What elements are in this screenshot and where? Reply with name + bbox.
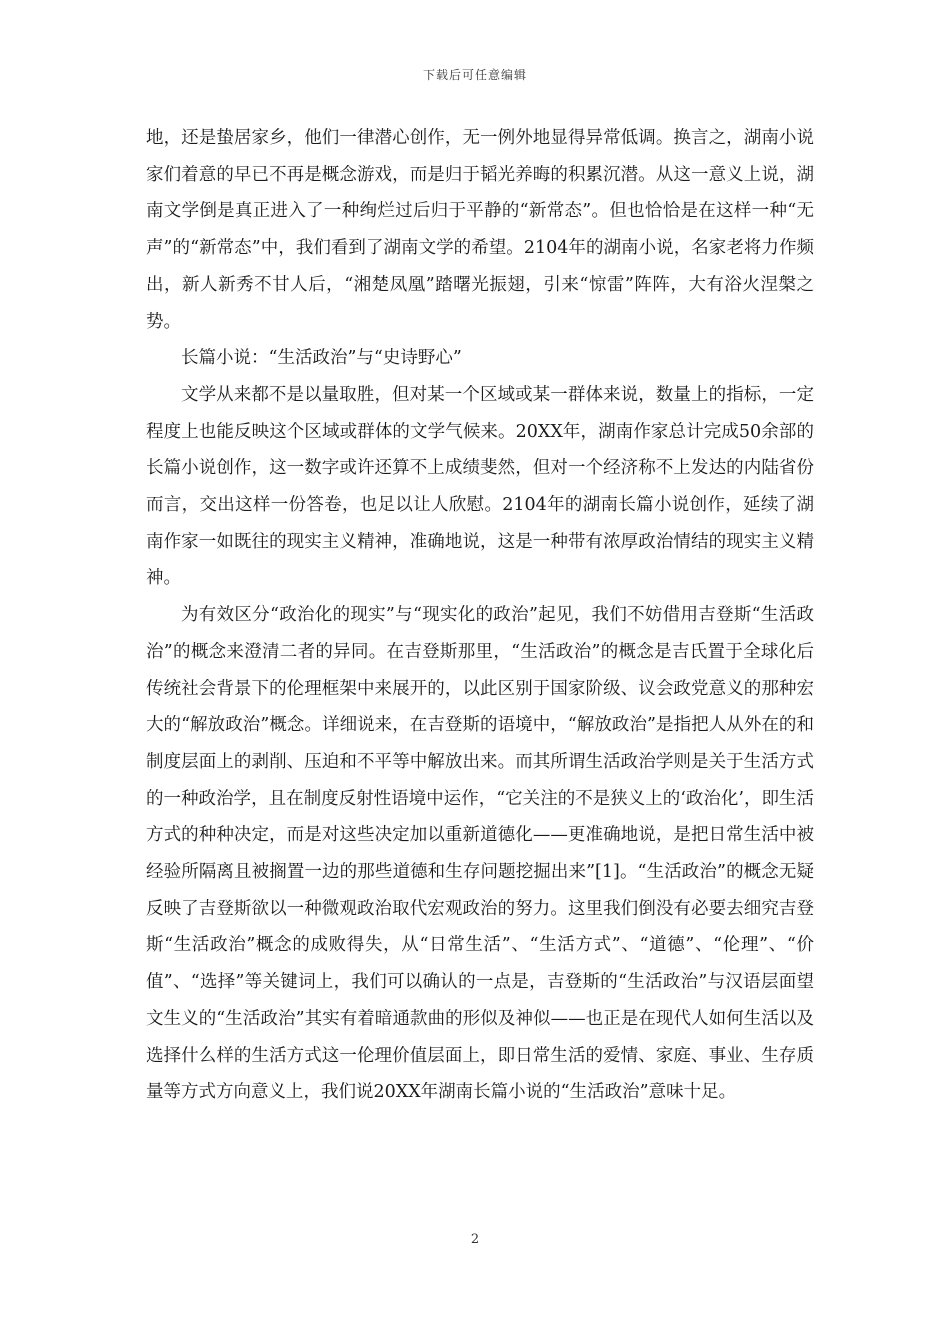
page-header: 下载后可任意编辑: [422, 68, 527, 82]
paragraph: 文学从来都不是以量取胜，但对某一个区域或某一群体来说，数量上的指标，一定程度上也能反映这个区域或群体的文学气候来。20XX年，湖南作家总计完成50余部的长篇小说创作，这一数字或许还算不上成绩斐然，但对一个经济称不上发达的内陆省份而言，交出这样一份答卷，也足以让人欣慰。2104年的湖南长篇小说创作，延续了湖南作家一如既往的现实主义精神，准确地说，这是一种带有浓厚政治情结的现实主义精神。: [146, 384, 814, 589]
section-heading: 长篇小说：“生活政治”与“史诗野心”: [181, 348, 462, 369]
paragraph: 为有效区分“政治化的现实”与“现实化的政治”起见，我们不妨借用吉登斯“生活政治”的概念来澄清二者的异同。在吉登斯那里，“生活政治”的概念是吉氏置于全球化后传统社会背景下的伦理框架中来展开的，以此区别于国家阶级、议会政党意义的那种宏大的“解放政治”概念。详细说来，在吉登斯的语境中，“解放政治”是指把人从外在的和制度层面上的剥削、压迫和不平等中解放出来。而其所谓生活政治学则是关于生活方式的一种政治学，且在制度反射性语境中运作，“它关注的不是狭义上的‘政治化’，即生活方式的种种决定，而是对这些决定加以重新道德化——更准确地说，是把日常生活中被经验所隔离且被搁置一边的那些道德和生存问题挖掘出来”[1]。“生活政治”的概念无疑反映了吉登斯欲以一种微观政治取代宏观政治的努力。这里我们倒没有必要去细究吉登斯“生活政治”概念的成败得失，从“日常生活”、“生活方式”、“道德”、“伦理”、“价值”、“选择”等关键词上，我们可以确认的一点是，吉登斯的“生活政治”与汉语层面望文生义的“生活政治”其实有着暗通款曲的形似及神似——也正是在现代人如何生活以及选择什么样的生活方式这一伦理价值层面上，即日常生活的爱情、家庭、事业、生存质量等方式方向意义上，我们说20XX年湖南长篇小说的“生活政治”意味十足。: [146, 605, 814, 1103]
page-number: 2: [470, 1232, 480, 1247]
paragraph-continuation: 地，还是蛰居家乡，他们一律潜心创作，无一例外地显得异常低调。换言之，湖南小说家们着意的早已不再是概念游戏，而是归于韬光养晦的积累沉潜。从这一意义上说，湖南文学倒是真正进入了一种绚烂过后归于平静的“新常态”。但也恰恰是在这样一种“无声”的“新常态”中，我们看到了湖南文学的希望。2104年的湖南小说，名家老将力作频出，新人新秀不甘人后，“湘楚凤凰”踏曙光振翅，引来“惊雷”阵阵，大有浴火涅槃之势。: [146, 128, 814, 332]
document-body: [146, 120, 814, 1111]
